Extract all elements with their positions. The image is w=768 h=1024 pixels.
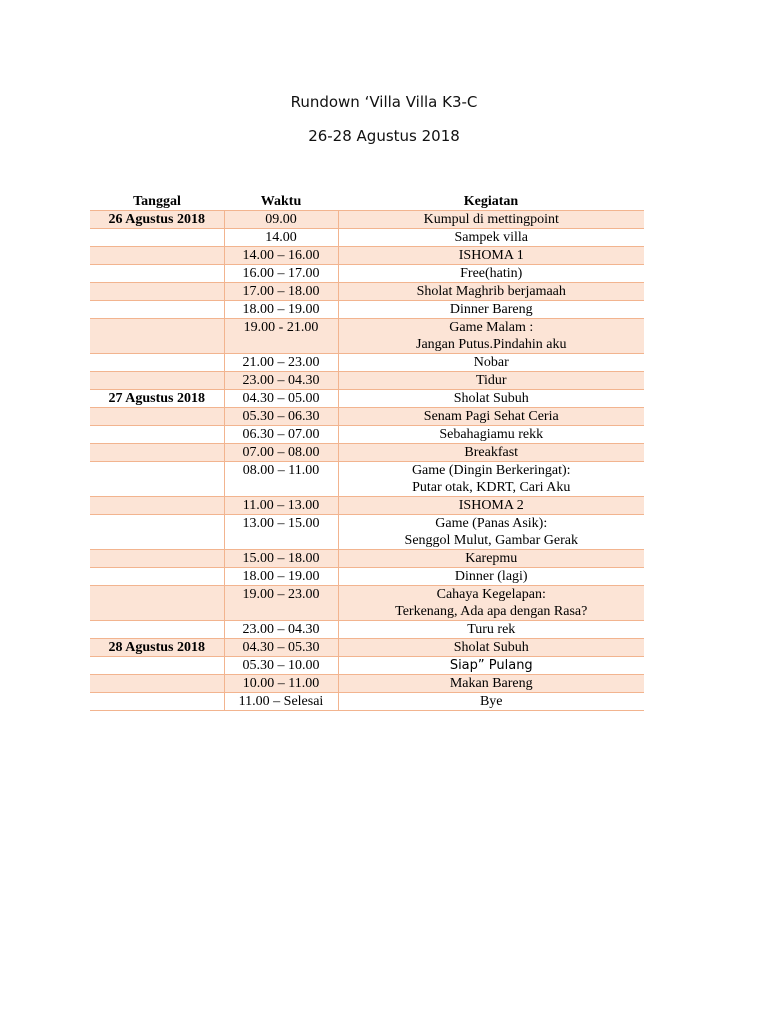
cell-time: 09.00 (224, 211, 338, 229)
cell-date (90, 265, 224, 283)
table-row (90, 211, 644, 229)
table-row (90, 247, 644, 265)
cell-date (90, 444, 224, 462)
activity-line: Siap” Pulang (449, 658, 533, 673)
document-title: Rundown ‘Villa Villa K3-C (290, 93, 478, 111)
activity-line: Bye (479, 694, 503, 709)
cell-activity (338, 550, 644, 568)
table-row (90, 568, 644, 586)
cell-date (90, 354, 224, 372)
table-row (90, 283, 644, 301)
table-row (90, 657, 644, 675)
table-row (90, 390, 644, 408)
table-row (90, 301, 644, 319)
cell-time: 18.00 – 19.00 (224, 301, 338, 319)
cell-date (90, 408, 224, 426)
cell-time: 05.30 – 10.00 (224, 657, 338, 675)
cell-date (90, 586, 224, 621)
cell-time: 18.00 – 19.00 (224, 568, 338, 586)
cell-time: 21.00 – 23.00 (224, 354, 338, 372)
cell-date (90, 462, 224, 497)
cell-activity (338, 247, 644, 265)
activity-line: Kumpul di mettingpoint (423, 212, 559, 227)
table-row (90, 265, 644, 283)
activity-line: Game (Panas Asik): (435, 516, 548, 531)
activity-line: Free(hatin) (460, 266, 523, 281)
cell-activity (338, 515, 644, 550)
cell-time: 04.30 – 05.00 (224, 390, 338, 408)
activity-line-2: Jangan Putus.Pindahin aku (416, 337, 567, 352)
cell-date (90, 319, 224, 354)
cell-date (90, 568, 224, 586)
cell-date (90, 372, 224, 390)
cell-activity (338, 211, 644, 229)
table-row (90, 550, 644, 568)
cell-time: 07.00 – 08.00 (224, 444, 338, 462)
activity-line: Dinner Bareng (449, 302, 533, 317)
cell-date (90, 515, 224, 550)
activity-line: Tidur (475, 373, 507, 388)
cell-time: 15.00 – 18.00 (224, 550, 338, 568)
rundown-table (90, 192, 644, 711)
cell-time: 11.00 – 13.00 (224, 497, 338, 515)
cell-activity (338, 639, 644, 657)
table-row (90, 586, 644, 621)
table-row (90, 462, 644, 497)
activity-line: Breakfast (464, 445, 519, 460)
cell-activity (338, 462, 644, 497)
cell-time: 11.00 – Selesai (224, 693, 338, 711)
document-date-range: 26-28 Agustus 2018 (308, 127, 460, 145)
activity-line: Senam Pagi Sehat Ceria (423, 409, 559, 424)
table-row (90, 408, 644, 426)
cell-date (90, 550, 224, 568)
cell-date (90, 247, 224, 265)
cell-time: 17.00 – 18.00 (224, 283, 338, 301)
cell-date (90, 497, 224, 515)
cell-date: 26 Agustus 2018 (90, 211, 224, 229)
activity-line-2: Terkenang, Ada apa dengan Rasa? (395, 604, 588, 619)
cell-date (90, 693, 224, 711)
table-row (90, 319, 644, 354)
header-date: Tanggal (90, 192, 224, 211)
cell-time: 14.00 – 16.00 (224, 247, 338, 265)
cell-activity (338, 426, 644, 444)
cell-date: 28 Agustus 2018 (90, 639, 224, 657)
cell-time: 19.00 – 23.00 (224, 586, 338, 621)
cell-time: 16.00 – 17.00 (224, 265, 338, 283)
activity-line: ISHOMA 2 (458, 498, 524, 513)
table-header-row (90, 192, 644, 211)
cell-time: 06.30 – 07.00 (224, 426, 338, 444)
table-row (90, 621, 644, 639)
activity-line: Sholat Subuh (453, 391, 529, 406)
table-row (90, 229, 644, 247)
cell-time: 19.00 - 21.00 (224, 319, 338, 354)
cell-activity (338, 657, 644, 675)
cell-time: 14.00 (224, 229, 338, 247)
table-row (90, 444, 644, 462)
activity-line: Sholat Subuh (453, 640, 529, 655)
table-body (90, 211, 644, 711)
cell-activity (338, 265, 644, 283)
cell-activity (338, 693, 644, 711)
activity-line: Game (Dingin Berkeringat): (411, 463, 571, 478)
activity-line: Nobar (473, 355, 509, 370)
table-row (90, 497, 644, 515)
cell-activity (338, 301, 644, 319)
cell-time: 23.00 – 04.30 (224, 621, 338, 639)
cell-time: 08.00 – 11.00 (224, 462, 338, 497)
table-row (90, 639, 644, 657)
cell-activity (338, 354, 644, 372)
cell-date (90, 657, 224, 675)
activity-line: Sholat Maghrib berjamaah (416, 284, 566, 299)
activity-line-2: Putar otak, KDRT, Cari Aku (412, 480, 571, 495)
activity-line-2: Senggol Mulut, Gambar Gerak (404, 533, 578, 548)
cell-time: 04.30 – 05.30 (224, 639, 338, 657)
cell-activity (338, 319, 644, 354)
cell-activity (338, 621, 644, 639)
cell-activity (338, 372, 644, 390)
cell-date (90, 229, 224, 247)
activity-line: Sebahagiamu rekk (439, 427, 544, 442)
table-row (90, 426, 644, 444)
cell-date (90, 621, 224, 639)
cell-activity (338, 568, 644, 586)
activity-line: Makan Bareng (449, 676, 533, 691)
table-row (90, 372, 644, 390)
cell-date (90, 283, 224, 301)
cell-activity (338, 229, 644, 247)
activity-line: ISHOMA 1 (458, 248, 524, 263)
header-time: Waktu (224, 192, 338, 211)
activity-line: Karepmu (465, 551, 518, 566)
table-row (90, 693, 644, 711)
cell-time: 23.00 – 04.30 (224, 372, 338, 390)
cell-activity (338, 444, 644, 462)
cell-date (90, 675, 224, 693)
cell-date: 27 Agustus 2018 (90, 390, 224, 408)
activity-line: Cahaya Kegelapan: (436, 587, 546, 602)
activity-line: Dinner (lagi) (454, 569, 528, 584)
table-row (90, 515, 644, 550)
cell-date (90, 301, 224, 319)
cell-activity (338, 390, 644, 408)
cell-time: 10.00 – 11.00 (224, 675, 338, 693)
header-activity: Kegiatan (338, 192, 644, 211)
table-row (90, 675, 644, 693)
activity-line: Turu rek (467, 622, 516, 637)
activity-line: Game Malam : (449, 320, 534, 335)
cell-activity (338, 675, 644, 693)
cell-activity (338, 408, 644, 426)
table-row (90, 354, 644, 372)
cell-time: 05.30 – 06.30 (224, 408, 338, 426)
cell-activity (338, 283, 644, 301)
activity-line: Sampek villa (454, 230, 528, 245)
cell-date (90, 426, 224, 444)
cell-activity (338, 586, 644, 621)
cell-activity (338, 497, 644, 515)
cell-time: 13.00 – 15.00 (224, 515, 338, 550)
